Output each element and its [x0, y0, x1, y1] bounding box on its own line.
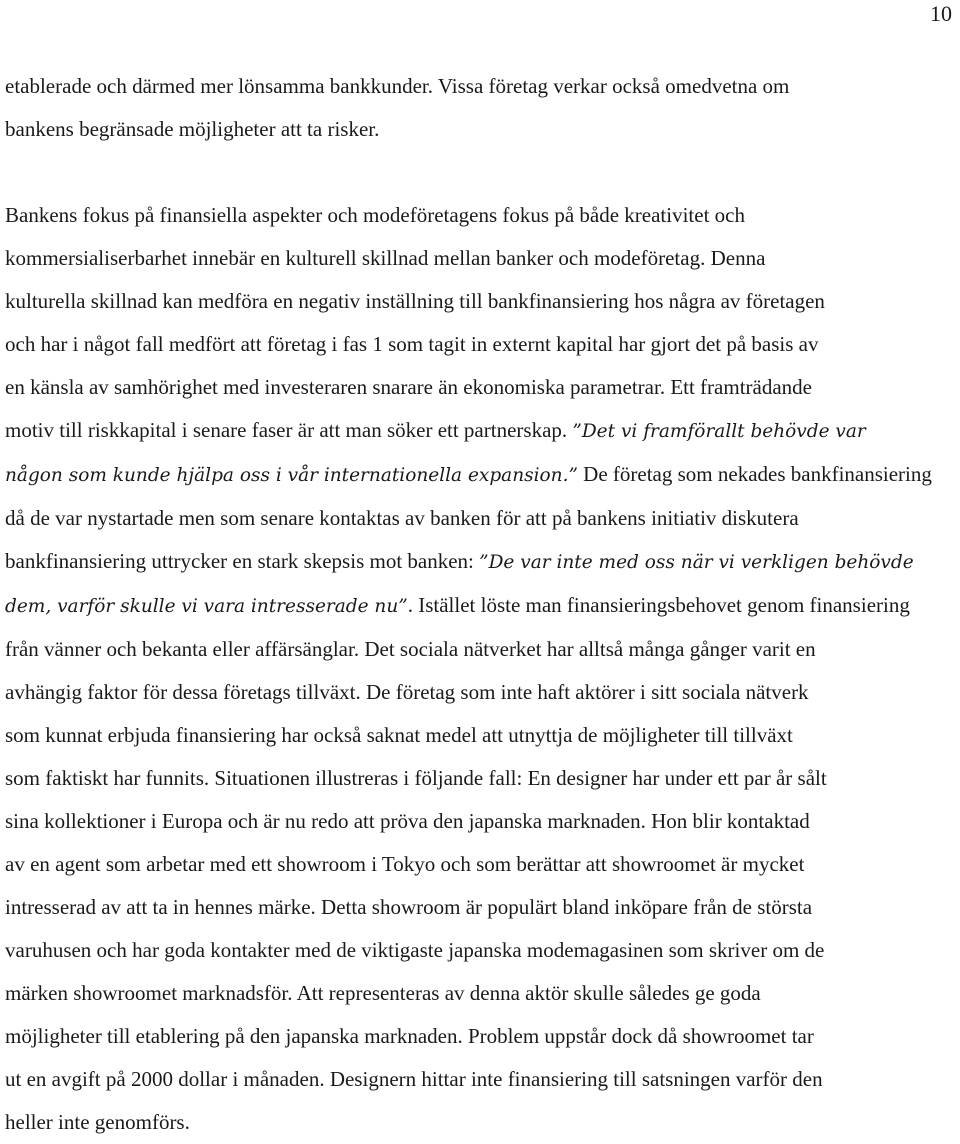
- paragraph-text: bankfinansiering uttrycker en stark skepsis mot banken:: [5, 549, 480, 573]
- paragraph-line: avhängig faktor för dessa företags tillväxt. De företag som inte haft aktörer i sitt sociala nätverk: [5, 680, 809, 704]
- paragraph-line: från vänner och bekanta eller affärsänglar. Det sociala nätverket har alltså många gånger varit en: [5, 637, 816, 661]
- interview-quote-2: ”De var inte med oss när vi verkligen behövde: [479, 552, 914, 573]
- page-number: 10: [930, 1, 952, 26]
- paragraph-1: [5, 65, 957, 151]
- paragraph-line: som kunnat erbjuda finansiering har också saknat medel att utnyttja de möjligheter till tillväxt: [5, 723, 793, 747]
- paragraph-line: [5, 453, 957, 497]
- interview-quote-1-continued: någon som kunde hjälpa oss i vår internationella expansion.”: [5, 465, 578, 486]
- paragraph-2: [5, 194, 957, 1144]
- paragraph-line: kulturella skillnad kan medföra en negativ inställning till bankfinansiering hos några av företagen: [5, 289, 825, 313]
- paragraph-line: [5, 540, 957, 584]
- paragraph-line: bankens begränsade möjligheter att ta risker.: [5, 117, 380, 141]
- paragraph-line: [5, 409, 957, 453]
- paragraph-line: Bankens fokus på finansiella aspekter och modeföretagens fokus på både kreativitet och: [5, 203, 745, 227]
- paragraph-line: kommersialiserbarhet innebär en kulturell skillnad mellan banker och modeföretag. Denna: [5, 246, 766, 270]
- interview-quote-1: ”Det vi framförallt behövde var: [572, 421, 866, 442]
- paragraph-line: [5, 584, 957, 628]
- paragraph-line: märken showroomet marknadsför. Att representeras av denna aktör skulle således ge goda: [5, 981, 761, 1005]
- paragraph-line: ut en avgift på 2000 dollar i månaden. Designern hittar inte finansiering till satsningen varför den: [5, 1067, 823, 1091]
- paragraph-line: en känsla av samhörighet med investeraren snarare än ekonomiska parametrar. Ett framträdande: [5, 375, 812, 399]
- paragraph-text: De företag som nekades bankfinansiering: [577, 462, 932, 486]
- paragraph-line: som faktiskt har funnits. Situationen illustreras i följande fall: En designer har under ett par år sålt: [5, 766, 827, 790]
- paragraph-line: varuhusen och har goda kontakter med de viktigaste japanska modemagasinen som skriver om de: [5, 938, 825, 962]
- paragraph-text: motiv till riskkapital i senare faser är att man söker ett partnerskap.: [5, 418, 573, 442]
- interview-quote-2-continued: dem, varför skulle vi vara intresserade nu”: [5, 596, 408, 617]
- paragraph-line: intresserad av att ta in hennes märke. Detta showroom är populärt bland inköpare från de största: [5, 895, 813, 919]
- paragraph-line: etablerade och därmed mer lönsamma bankkunder. Vissa företag verkar också omedvetna om: [5, 74, 790, 98]
- paragraph-line: heller inte genomförs.: [5, 1110, 190, 1134]
- paragraph-line: möjligheter till etablering på den japanska marknaden. Problem uppstår dock då showroomet tar: [5, 1024, 814, 1048]
- paragraph-line: sina kollektioner i Europa och är nu redo att pröva den japanska marknaden. Hon blir kontaktad: [5, 809, 810, 833]
- paragraph-text: . Istället löste man finansieringsbehovet genom finansiering: [407, 593, 910, 617]
- paragraph-line: av en agent som arbetar med ett showroom i Tokyo och som berättar att showroomet är mycket: [5, 852, 805, 876]
- paragraph-line: och har i något fall medfört att företag i fas 1 som tagit in externt kapital har gjort det på basis av: [5, 332, 819, 356]
- paragraph-line: då de var nystartade men som senare kontaktas av banken för att på bankens initiativ diskutera: [5, 506, 799, 530]
